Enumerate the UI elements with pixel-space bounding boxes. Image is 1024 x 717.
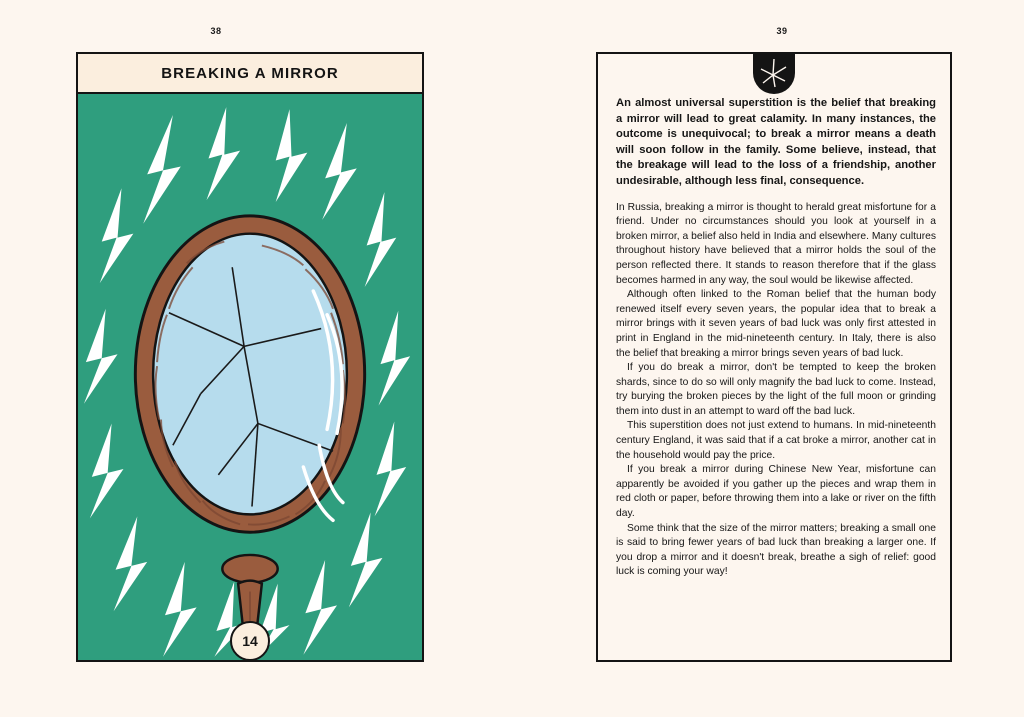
illustration-card bbox=[76, 52, 424, 662]
paragraph-lede: An almost universal superstition is the belief that breaking a mirror will lead to great calamity. In many instances, the outcome is unequivocal; to break a mirror means a death will soon follow in the family. Some believe, instead, that the breakage will lead to the loss of a friendship, another undesirable, although less final, consequence. bbox=[616, 97, 936, 187]
folio-left: 38 bbox=[210, 26, 222, 36]
paragraph: In Russia, breaking a mirror is thought to herald great misfortune for a friend. Under no circumstances should you look at yourself in a broken mirror, a belief also held in India and elsewhere. Many cultures throughout history have believed that a mirror holds the soul of the person reflected there. It stands to reason therefore that if the glass becomes harmed in any way, the soul would be likewise affected. bbox=[616, 201, 936, 286]
paragraph: If you break a mirror during Chinese New Year, misfortune can apparently be avoided if you gather up the pieces and wrap them in red cloth or paper, before throwing them into a lake or river on the fifth day. bbox=[616, 464, 936, 520]
article-body bbox=[616, 96, 936, 580]
paragraph: Some think that the size of the mirror matters; breaking a small one is said to bring fewer years of bad luck than breaking a larger one. If you drop a mirror and it doesn't break, breathe a sigh of relief: good luck is coming your way! bbox=[616, 522, 936, 578]
paragraph: If you do break a mirror, don't be tempted to keep the broken shards, since to do so will only magnify the bad luck to come. Instead, try burying the broken pieces by the light of the full moon or grinding them into dust in an attempt to ward off the bad luck. bbox=[616, 362, 936, 417]
folio-right: 39 bbox=[776, 26, 788, 36]
paragraph: Although often linked to the Roman belief that the human body renewed itself every seven years, the popular idea that to break a mirror brings with it seven years of bad luck was only first attested in print in England in the mid-nineteenth century. In Italy, there is also the belief that breaking a mirror brings seven years of bad luck. bbox=[616, 289, 936, 359]
hand-mirror-icon bbox=[78, 94, 422, 662]
text-page bbox=[596, 52, 952, 662]
paragraph: This superstition does not just extend to humans. In mid-nineteenth century England, it was said that if a cat broke a mirror, another cat in the household would pay the price. bbox=[616, 420, 936, 461]
cracked-mirror-icon bbox=[753, 53, 795, 95]
card-number-badge: 14 bbox=[230, 621, 270, 661]
card-title-bar bbox=[78, 54, 422, 94]
card-title: BREAKING A MIRROR bbox=[161, 64, 339, 82]
